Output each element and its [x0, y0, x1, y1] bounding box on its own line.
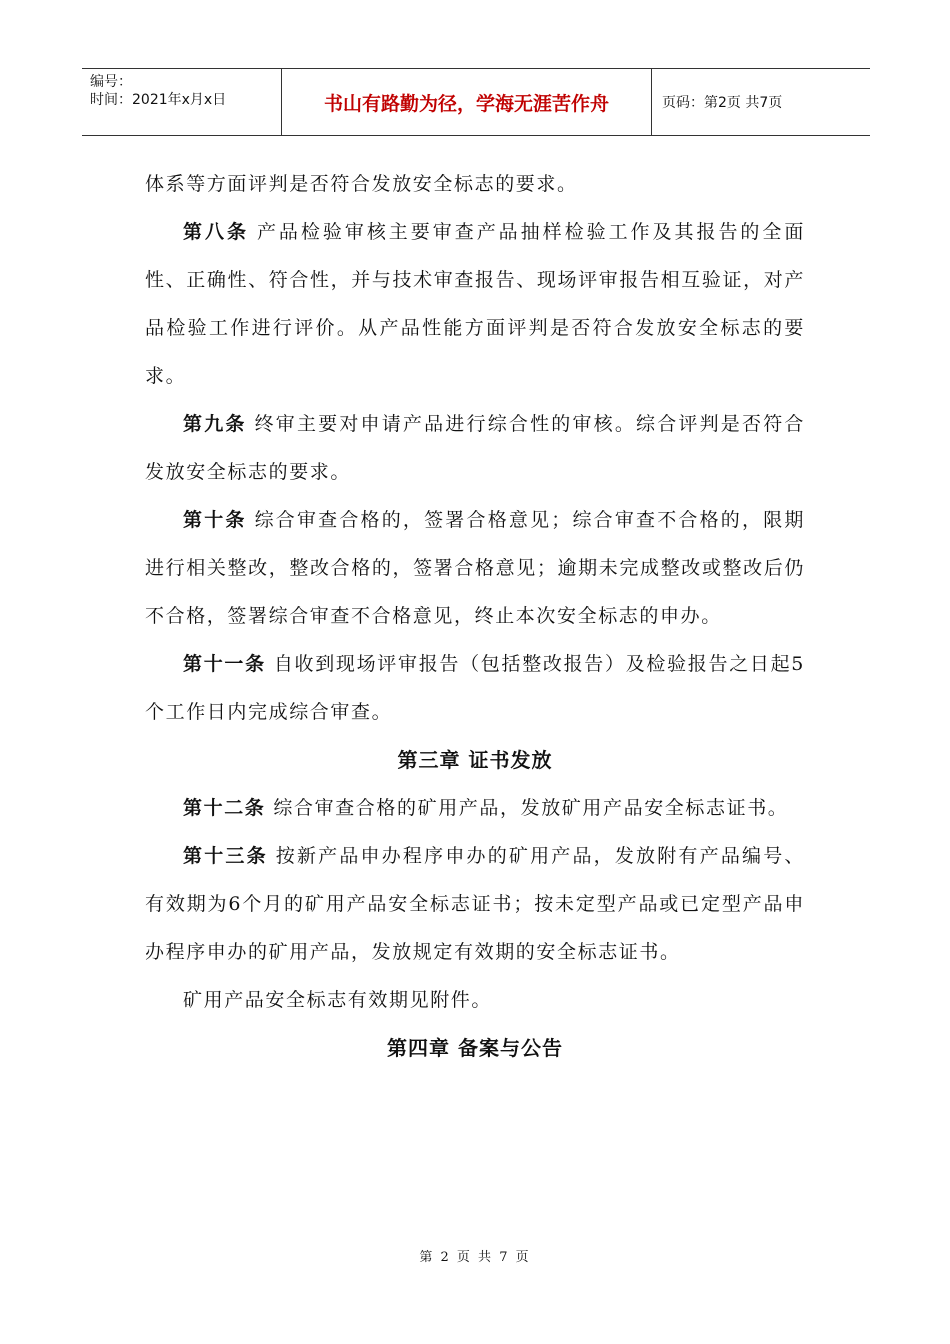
article-11 — [145, 640, 805, 736]
document-body — [145, 160, 805, 1072]
header-page-info: 页码：第2页 共7页 — [662, 95, 783, 111]
article-label: 第十一条 — [183, 653, 266, 675]
article-label: 第十条 — [183, 509, 247, 531]
article-label: 第十三条 — [183, 845, 268, 867]
article-label: 第八条 — [183, 221, 249, 243]
article-text: 产品检验审核主要审查产品抽样检验工作及其报告的全面性、正确性、符合性，并与技术审查报告、现场评审报告相互验证，对产品检验工作进行评价。从产品性能方面评判是否符合发放安全标志的要求。 — [145, 221, 805, 387]
article-text: 综合审查合格的矿用产品，发放矿用产品安全标志证书。 — [273, 797, 789, 819]
article-label: 第九条 — [183, 413, 247, 435]
article-13 — [145, 832, 805, 976]
page-header — [82, 68, 870, 136]
article-text: 终审主要对申请产品进行综合性的审核。综合评判是否符合发放安全标志的要求。 — [145, 413, 805, 483]
article-12 — [145, 784, 805, 832]
article-text: 按新产品申办程序申办的矿用产品，发放附有产品编号、有效期为6个月的矿用产品安全标志证书；按未定型产品或已定型产品申办程序申办的矿用产品，发放规定有效期的安全标志证书。 — [145, 845, 805, 963]
page-footer: 第 2 页 共 7 页 — [419, 1250, 531, 1265]
chapter-heading-4: 第四章 备案与公告 — [387, 1036, 563, 1060]
document-number-label: 编号： — [90, 74, 132, 90]
header-meta — [82, 69, 282, 135]
header-motto: 书山有路勤为径，学海无涯苦作舟 — [282, 69, 652, 135]
article-label: 第十二条 — [183, 797, 266, 819]
document-time-label: 时间：2021年x月x日 — [90, 92, 227, 108]
paragraph-validity: 矿用产品安全标志有效期见附件。 — [183, 989, 493, 1011]
article-10 — [145, 496, 805, 640]
article-8 — [145, 208, 805, 400]
article-text: 综合审查合格的，签署合格意见；综合审查不合格的，限期进行相关整改，整改合格的，签署合格意见；逾期未完成整改或整改后仍不合格，签署综合审查不合格意见，终止本次安全标志的申办。 — [145, 509, 805, 627]
article-9 — [145, 400, 805, 496]
paragraph: 体系等方面评判是否符合发放安全标志的要求。 — [145, 173, 578, 195]
chapter-heading-3: 第三章 证书发放 — [397, 748, 553, 772]
article-text: 自收到现场评审报告（包括整改报告）及检验报告之日起5个工作日内完成综合审查。 — [145, 653, 805, 723]
